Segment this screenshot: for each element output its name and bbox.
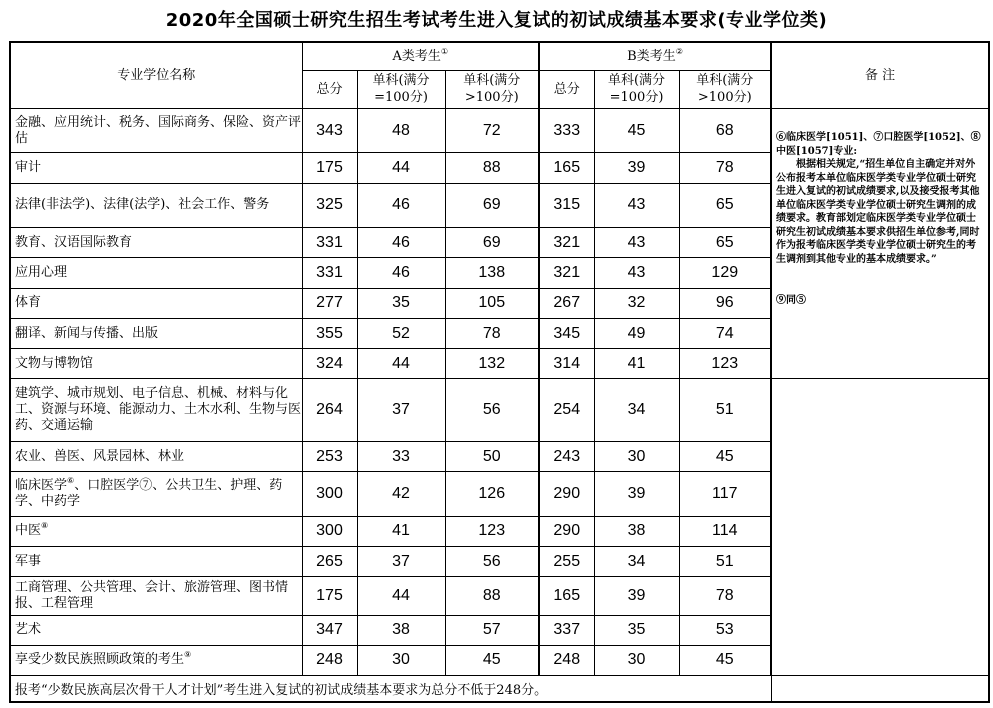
row-name-text: 金融、应用统计、税务、国际商务、保险、资产评估 — [15, 114, 302, 146]
cell-a-s1: 37 — [357, 379, 445, 442]
row-name-mark: ⑥ — [67, 475, 75, 485]
cell-b-s2: 45 — [679, 442, 771, 472]
row-name — [10, 183, 302, 227]
cell-b-total: 267 — [539, 288, 594, 318]
header-group-a-mark: ① — [440, 46, 449, 56]
cell-a-total: 248 — [302, 645, 357, 675]
cell-b-s1: 39 — [594, 153, 679, 183]
cell-b-total: 255 — [539, 546, 594, 576]
row-name — [10, 546, 302, 576]
row-name-text: 教育、汉语国际教育 — [15, 234, 133, 250]
cell-a-s1: 37 — [357, 546, 445, 576]
cell-a-s1: 48 — [357, 109, 445, 153]
header-name-col: 专业学位名称 — [10, 42, 302, 109]
cell-b-s2: 68 — [679, 109, 771, 153]
cell-a-s2: 105 — [445, 288, 539, 318]
cell-b-s1: 39 — [594, 472, 679, 516]
cell-b-s2: 129 — [679, 258, 771, 288]
cell-a-s1: 41 — [357, 516, 445, 546]
cell-b-s2: 51 — [679, 546, 771, 576]
row-name — [10, 516, 302, 546]
cell-a-s2: 56 — [445, 379, 539, 442]
cell-b-total: 345 — [539, 318, 594, 348]
cell-a-s1: 46 — [357, 228, 445, 258]
cell-a-total: 355 — [302, 318, 357, 348]
cell-a-total: 175 — [302, 577, 357, 615]
cell-a-total: 347 — [302, 615, 357, 645]
cell-a-s1: 42 — [357, 472, 445, 516]
cell-b-total: 290 — [539, 516, 594, 546]
row-name-text: 工商管理、公共管理、会计、旅游管理、图书情报、工程管理 — [15, 579, 289, 611]
cell-b-s2: 96 — [679, 288, 771, 318]
row-name — [10, 472, 302, 516]
row-name-text-after: 、口腔医学⑦、公共卫生、护理、药学、中药学 — [15, 477, 283, 509]
notes-cell — [771, 109, 989, 379]
cell-b-total: 321 — [539, 228, 594, 258]
cell-a-s2: 138 — [445, 258, 539, 288]
row-name — [10, 442, 302, 472]
cell-a-s1: 46 — [357, 258, 445, 288]
header-notes: 备 注 — [771, 42, 989, 109]
cell-b-s2: 65 — [679, 183, 771, 227]
row-name — [10, 349, 302, 379]
row-name — [10, 153, 302, 183]
cell-a-total: 300 — [302, 516, 357, 546]
cell-a-s2: 57 — [445, 615, 539, 645]
cell-b-s1: 35 — [594, 615, 679, 645]
row-name-text: 翻译、新闻与传播、出版 — [15, 325, 159, 341]
table-row — [10, 109, 989, 153]
cell-b-s1: 43 — [594, 228, 679, 258]
cell-b-s2: 53 — [679, 615, 771, 645]
cell-a-s2: 69 — [445, 183, 539, 227]
row-name — [10, 379, 302, 442]
notes-line-1: ⑥临床医学[1051]、⑦口腔医学[1052]、⑧中医[1057]专业: — [776, 132, 981, 157]
cell-a-s2: 123 — [445, 516, 539, 546]
cell-b-s1: 30 — [594, 442, 679, 472]
cell-b-s2: 65 — [679, 228, 771, 258]
header-group-b-label: B类考生 — [627, 48, 676, 64]
cell-b-s1: 39 — [594, 577, 679, 615]
header-a-total: 总分 — [302, 70, 357, 108]
row-name — [10, 645, 302, 675]
cell-a-total: 264 — [302, 379, 357, 442]
header-b-single-le100: 单科(满分=100分) — [594, 70, 679, 108]
cell-b-s1: 30 — [594, 645, 679, 675]
cell-a-s2: 72 — [445, 109, 539, 153]
cell-a-total: 277 — [302, 288, 357, 318]
cell-a-s2: 56 — [445, 546, 539, 576]
footer-notes-empty — [771, 676, 989, 702]
cell-b-s2: 51 — [679, 379, 771, 442]
cell-a-total: 331 — [302, 228, 357, 258]
row-name-text: 法律(非法学)、法律(法学)、社会工作、警务 — [15, 197, 270, 213]
cell-b-s2: 78 — [679, 153, 771, 183]
cell-b-s1: 32 — [594, 288, 679, 318]
cell-a-total: 331 — [302, 258, 357, 288]
row-name — [10, 228, 302, 258]
cell-a-total: 175 — [302, 153, 357, 183]
notes-cell-empty — [771, 379, 989, 676]
cell-b-s1: 43 — [594, 258, 679, 288]
cell-b-s1: 49 — [594, 318, 679, 348]
cell-b-total: 333 — [539, 109, 594, 153]
cell-b-s1: 34 — [594, 379, 679, 442]
row-name-text: 农业、兽医、风景园林、林业 — [15, 448, 185, 464]
cell-b-total: 315 — [539, 183, 594, 227]
row-name-text: 中医 — [15, 523, 42, 539]
cell-b-total: 254 — [539, 379, 594, 442]
cell-a-s2: 45 — [445, 645, 539, 675]
header-group-a-label: A类考生 — [392, 48, 441, 64]
cell-b-total: 321 — [539, 258, 594, 288]
row-name-text: 艺术 — [15, 622, 42, 638]
row-name-text: 体育 — [15, 295, 42, 311]
cell-b-total: 165 — [539, 153, 594, 183]
cell-a-s1: 38 — [357, 615, 445, 645]
row-name-text: 审计 — [15, 160, 42, 176]
cell-b-total: 337 — [539, 615, 594, 645]
footer-note: 报考“少数民族高层次骨干人才计划”考生进入复试的初试成绩基本要求为总分不低于248分。 — [10, 676, 771, 702]
cell-b-total: 248 — [539, 645, 594, 675]
cell-a-total: 253 — [302, 442, 357, 472]
row-name — [10, 109, 302, 153]
cell-b-s1: 41 — [594, 349, 679, 379]
cell-a-s1: 44 — [357, 153, 445, 183]
cell-b-s1: 45 — [594, 109, 679, 153]
header-a-single-gt100: 单科(满分>100分) — [445, 70, 539, 108]
row-name-text: 享受少数民族照顾政策的考生 — [15, 652, 185, 668]
table-row — [10, 379, 989, 442]
row-name — [10, 615, 302, 645]
cell-a-s1: 46 — [357, 183, 445, 227]
cell-b-s2: 74 — [679, 318, 771, 348]
row-name — [10, 577, 302, 615]
cell-a-s1: 30 — [357, 645, 445, 675]
cell-a-total: 265 — [302, 546, 357, 576]
cell-a-total: 300 — [302, 472, 357, 516]
row-name-text: 临床医学 — [15, 477, 68, 493]
cell-a-s1: 52 — [357, 318, 445, 348]
cell-b-s2: 45 — [679, 645, 771, 675]
score-table — [9, 41, 990, 703]
row-name-mark: ⑧ — [41, 521, 49, 531]
cell-b-s2: 123 — [679, 349, 771, 379]
cell-b-s2: 117 — [679, 472, 771, 516]
row-name-text: 军事 — [15, 553, 42, 569]
row-name-text: 建筑学、城市规划、电子信息、机械、材料与化工、资源与环境、能源动力、土木水利、生物与医药、交通运输 — [15, 386, 302, 434]
header-group-b — [539, 42, 771, 70]
cell-a-s2: 50 — [445, 442, 539, 472]
cell-a-s2: 132 — [445, 349, 539, 379]
cell-a-total: 325 — [302, 183, 357, 227]
notes-line-2: 根据相关规定,“招生单位自主确定并对外公布报考本单位临床医学类专业学位硕士研究生进入复试的初试成绩要求,以及接受报考其他单位临床医学类专业学位硕士研究生调剂的成绩要求。教育部划定临床医学类专业学位硕士研究生初试成绩基本要求供招生单位参考,同时作为报考临床医学类专业学位硕士研究生的考生调剂到其他专业的基本成绩要求。” — [776, 159, 980, 265]
cell-b-s1: 43 — [594, 183, 679, 227]
header-b-single-gt100: 单科(满分>100分) — [679, 70, 771, 108]
cell-a-s1: 44 — [357, 349, 445, 379]
header-b-total: 总分 — [539, 70, 594, 108]
cell-b-total: 314 — [539, 349, 594, 379]
header-group-b-mark: ② — [675, 46, 683, 56]
page-title: 2020年全国硕士研究生招生考试考生进入复试的初试成绩基本要求(专业学位类) — [165, 10, 828, 31]
cell-a-s2: 126 — [445, 472, 539, 516]
cell-a-total: 343 — [302, 109, 357, 153]
cell-a-s2: 88 — [445, 153, 539, 183]
row-name — [10, 318, 302, 348]
cell-b-total: 243 — [539, 442, 594, 472]
footer-row — [10, 676, 989, 702]
cell-a-s1: 44 — [357, 577, 445, 615]
cell-a-s1: 35 — [357, 288, 445, 318]
cell-a-s2: 88 — [445, 577, 539, 615]
cell-b-s2: 78 — [679, 577, 771, 615]
cell-a-s2: 78 — [445, 318, 539, 348]
cell-a-s1: 33 — [357, 442, 445, 472]
notes-line-3: ⑨同⑤ — [776, 295, 807, 307]
row-name — [10, 288, 302, 318]
header-a-single-le100: 单科(满分=100分) — [357, 70, 445, 108]
row-name — [10, 258, 302, 288]
cell-b-total: 290 — [539, 472, 594, 516]
row-name-mark: ⑨ — [184, 650, 192, 660]
cell-b-s1: 38 — [594, 516, 679, 546]
cell-b-total: 165 — [539, 577, 594, 615]
row-name-text: 应用心理 — [15, 265, 68, 281]
cell-b-s1: 34 — [594, 546, 679, 576]
cell-b-s2: 114 — [679, 516, 771, 546]
row-name-text: 文物与博物馆 — [15, 355, 94, 371]
cell-a-s2: 69 — [445, 228, 539, 258]
header-group-a — [302, 42, 539, 70]
cell-a-total: 324 — [302, 349, 357, 379]
